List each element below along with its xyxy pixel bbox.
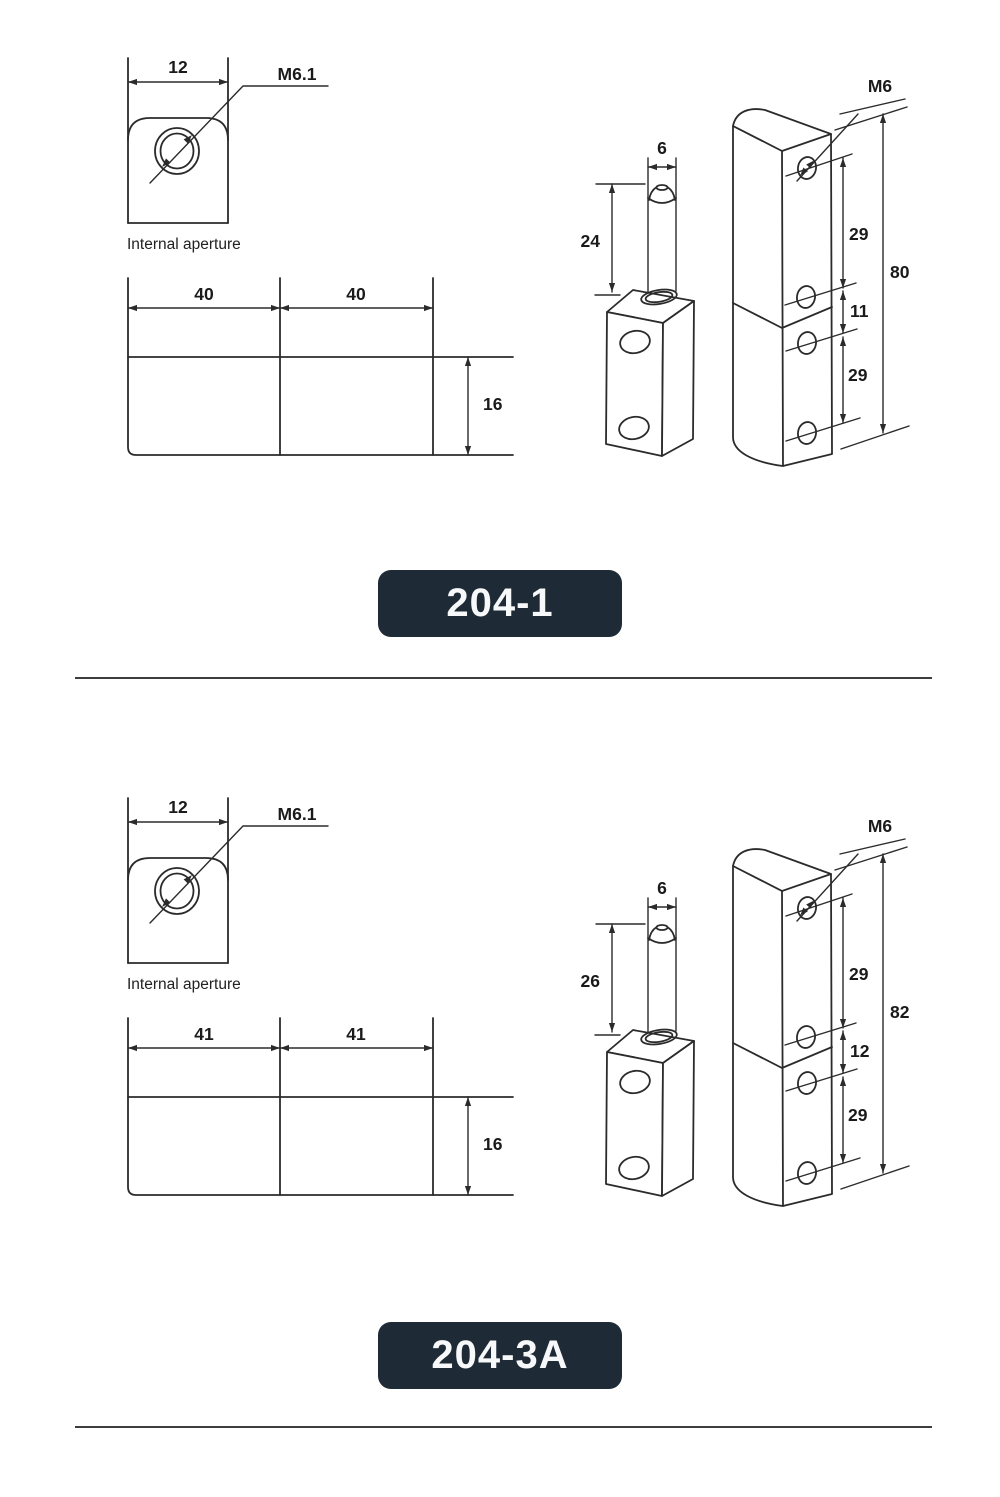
dim-hole-spacing-bottom: 29 [848,365,868,385]
model-badge-204-3a: 204-3A [378,1322,622,1389]
spec-panel-204-1 [0,0,1000,500]
dim-hole-thread: M6 [867,76,893,96]
dim-hole-spacing-top: 29 [849,964,869,984]
dim-pin-diameter: 6 [657,138,667,158]
dim-aperture-thread: M6.1 [277,804,317,824]
dim-hole-gap-middle: 12 [850,1041,870,1061]
dim-leaf-height: 16 [483,1134,503,1154]
drawing-linework [128,58,909,466]
model-badge-204-1: 204-1 [378,570,622,637]
dim-total-height: 82 [890,1002,910,1022]
dim-hole-spacing-top: 29 [849,224,869,244]
dim-aperture-thread: M6.1 [277,64,317,84]
drawing-linework [128,798,909,1206]
dim-pin-diameter: 6 [657,878,667,898]
dim-total-height: 80 [890,262,910,282]
spec-panel-204-3a [0,740,1000,1240]
section-divider [75,677,932,679]
technical-drawing-204-1 [0,0,1000,500]
dim-hole-gap-middle: 11 [850,301,869,321]
dim-hole-thread: M6 [867,816,893,836]
dim-aperture-width: 12 [168,57,188,77]
dim-leaf-height: 16 [483,394,503,414]
aperture-caption: Internal aperture [127,236,241,253]
aperture-caption: Internal aperture [127,976,241,993]
dim-leaf-right-width: 40 [346,284,366,304]
dim-pin-height: 24 [580,231,600,251]
technical-drawing-204-3a [0,740,1000,1240]
dim-aperture-width: 12 [168,797,188,817]
dim-leaf-left-width: 41 [194,1024,214,1044]
dim-leaf-left-width: 40 [194,284,214,304]
dim-hole-spacing-bottom: 29 [848,1105,868,1125]
dim-pin-height: 26 [580,971,600,991]
section-divider [75,1426,932,1428]
dim-leaf-right-width: 41 [346,1024,366,1044]
